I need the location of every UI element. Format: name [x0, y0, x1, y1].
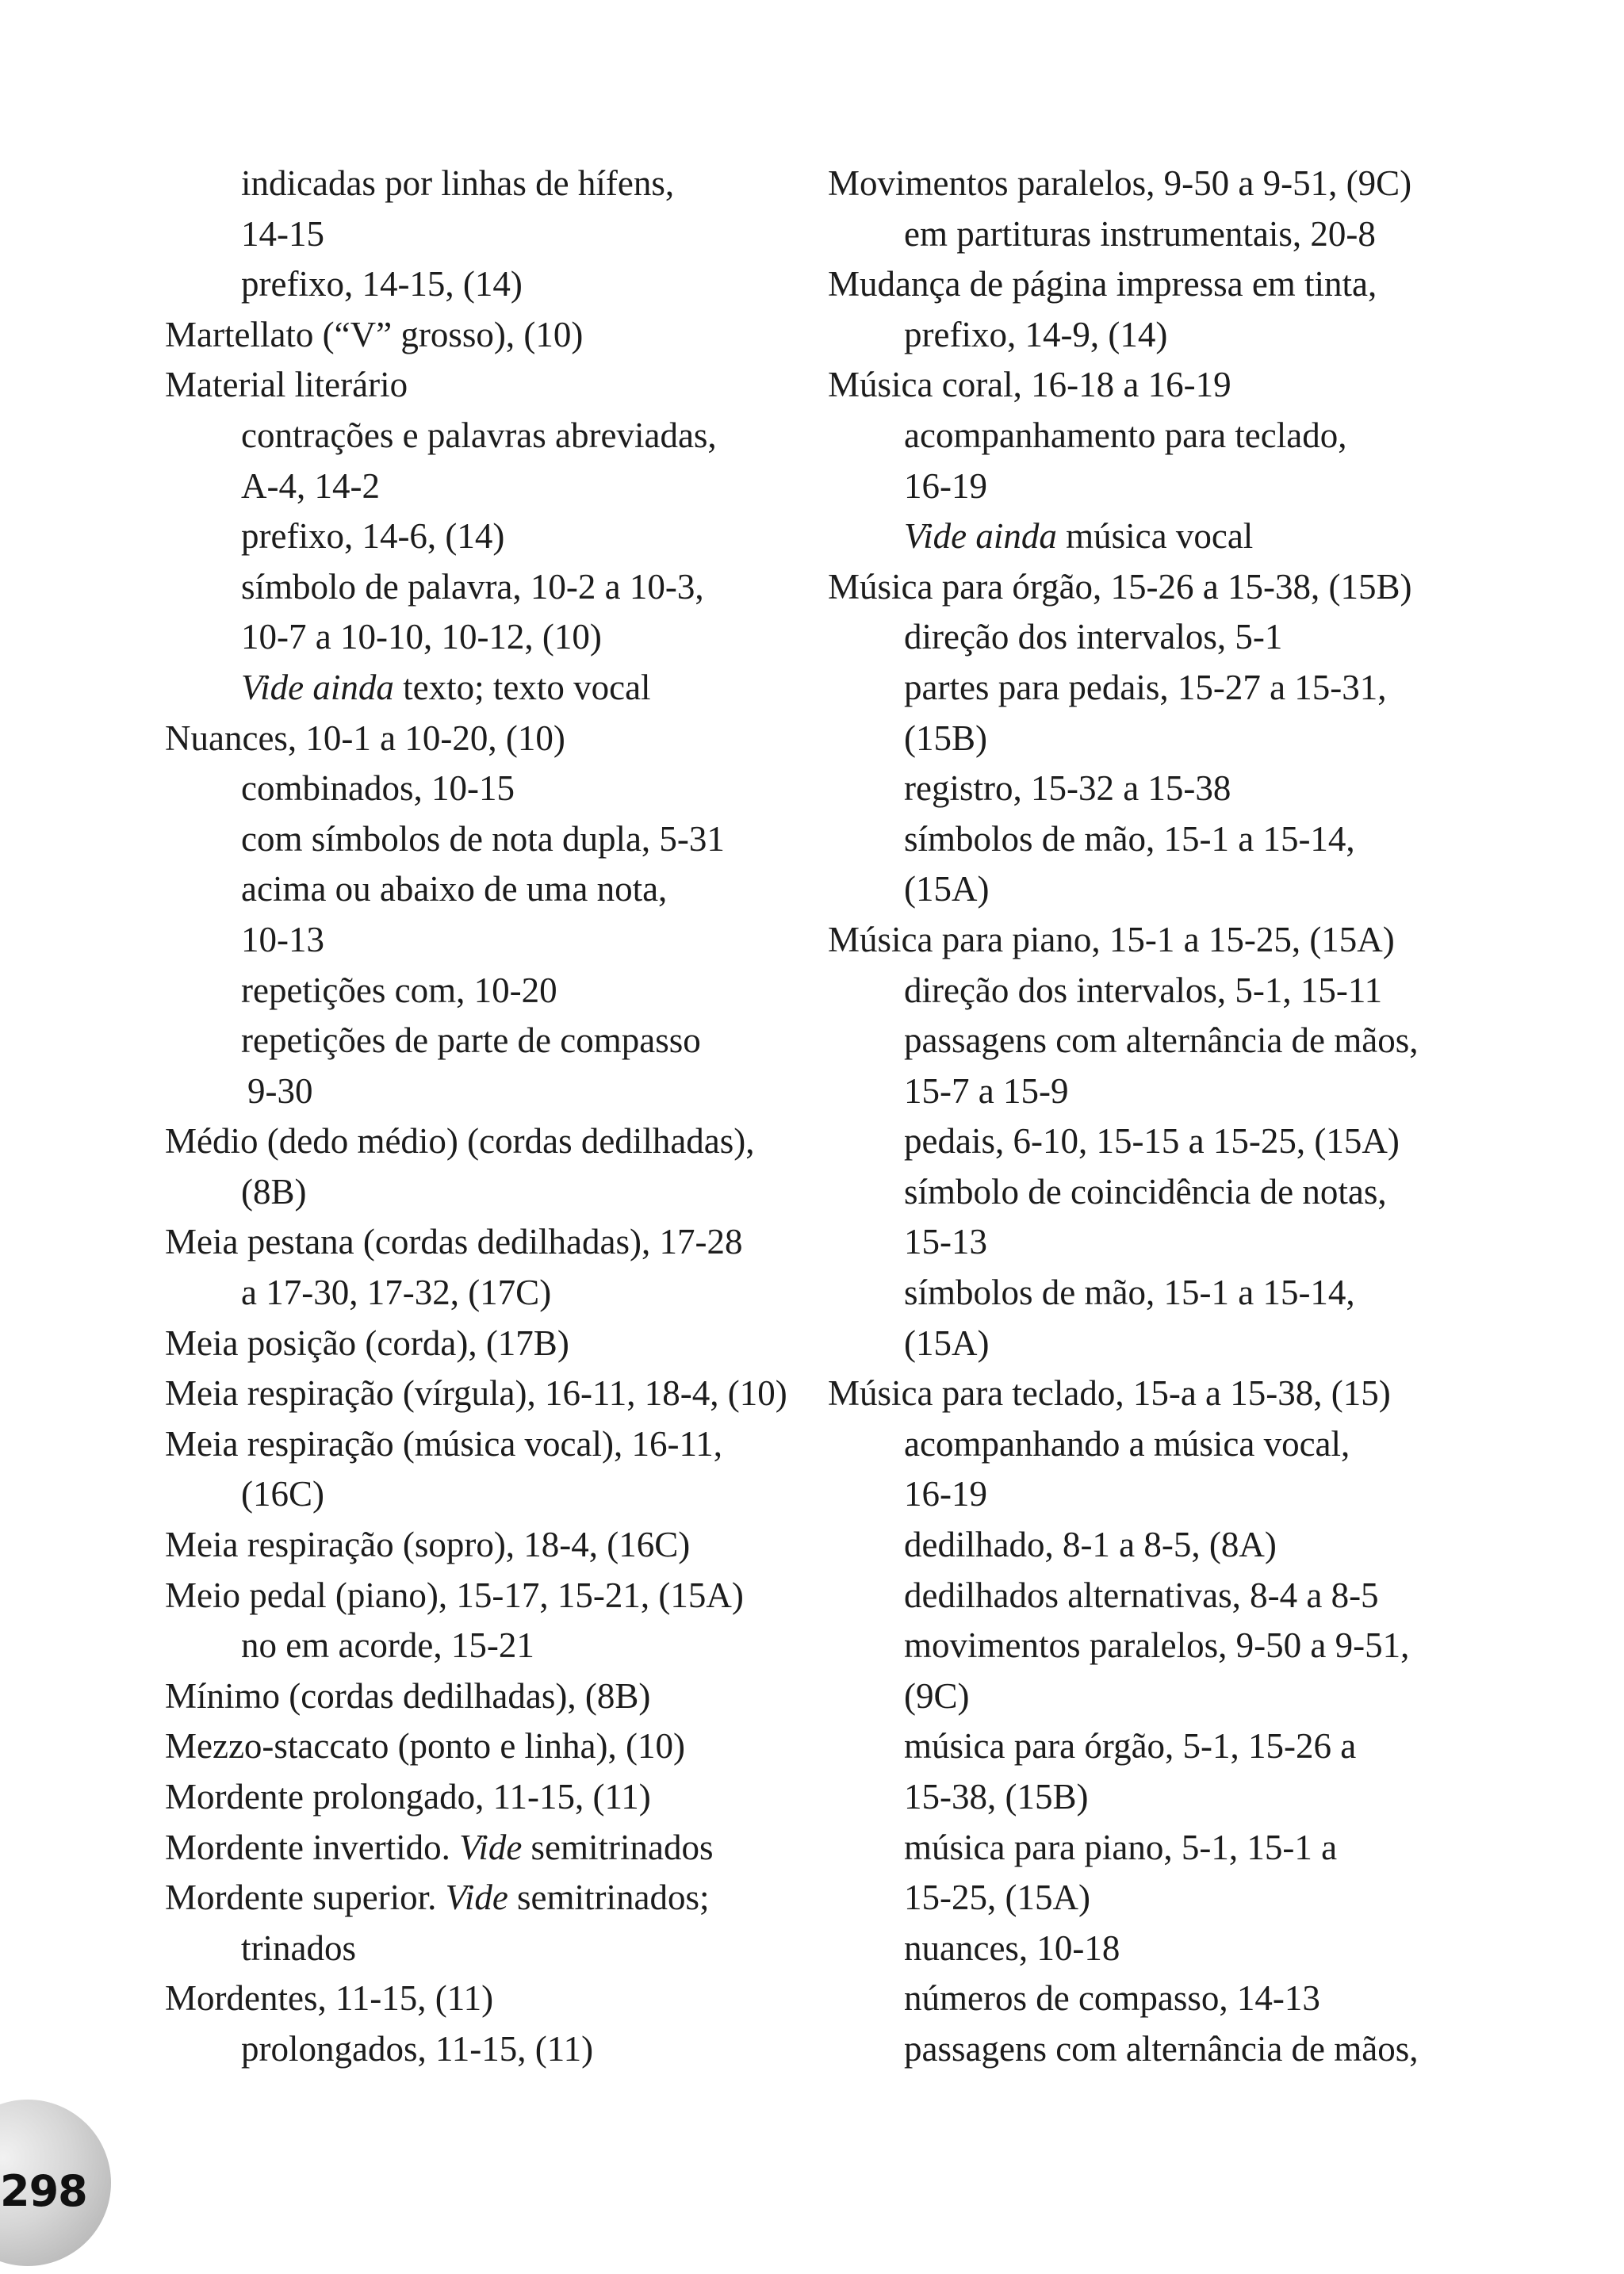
- index-crossref-keyword: Vide ainda: [241, 667, 394, 707]
- index-entry-text: (9C): [904, 1675, 970, 1716]
- index-entry-text: Meio pedal (piano), 15-17, 15-21, (15A): [165, 1575, 744, 1615]
- index-entry-text: direção dos intervalos, 5-1: [904, 617, 1283, 657]
- index-entry-text: Mínimo (cordas dedilhadas), (8B): [165, 1675, 651, 1716]
- index-entry-text: Música coral, 16-18 a 16-19: [828, 365, 1231, 405]
- index-subentry: [165, 1469, 779, 1520]
- index-subentry: [828, 864, 1442, 915]
- index-entry-text: (15B): [904, 718, 987, 758]
- index-subentry: [828, 1924, 1442, 1974]
- index-subentry: [165, 915, 779, 966]
- index-entry: [828, 360, 1442, 411]
- index-crossref-keyword: Vide ainda: [904, 516, 1057, 557]
- index-entry-text: Mordente prolongado, 11-15, (11): [165, 1777, 651, 1817]
- index-subentry: [828, 1217, 1442, 1268]
- index-column-right: [828, 159, 1442, 2075]
- index-subentry: [165, 1924, 779, 1974]
- index-entry-text: (15A): [904, 869, 990, 909]
- index-entry-text: (8B): [241, 1171, 307, 1212]
- index-subentry: [165, 1268, 779, 1319]
- index-entry-text: prefixo, 14-6, (14): [241, 516, 505, 557]
- index-entry: [165, 1772, 779, 1823]
- index-entry-text: A-4, 14-2: [241, 465, 380, 506]
- index-entry-text: registro, 15-32 a 15-38: [904, 768, 1231, 809]
- index-entry-text: combinados, 10-15: [241, 768, 515, 809]
- index-entry-text: Meia respiração (sopro), 18-4, (16C): [165, 1525, 691, 1565]
- index-entry-text: prefixo, 14-15, (14): [241, 264, 523, 304]
- index-entry-text: Música para piano, 15-1 a 15-25, (15A): [828, 919, 1395, 959]
- index-entry-text: símbolo de coincidência de notas,: [904, 1171, 1387, 1212]
- index-entry-text: símbolos de mão, 15-1 a 15-14,: [904, 1273, 1355, 1313]
- index-subentry: [828, 1721, 1442, 1772]
- index-entry-text: dedilhados alternativas, 8-4 a 8-5: [904, 1575, 1379, 1615]
- index-entry-text: Médio (dedo médio) (cordas dedilhadas),: [165, 1121, 755, 1162]
- index-subentry: [165, 159, 779, 209]
- index-entry-text: no em acorde, 15-21: [241, 1625, 534, 1666]
- index-entry-text: prolongados, 11-15, (11): [241, 2028, 594, 2069]
- index-subentry: [165, 1167, 779, 1218]
- index-subentry: [828, 663, 1442, 714]
- index-entry-text: Música para órgão, 15-26 a 15-38, (15B): [828, 566, 1412, 607]
- index-entry: [165, 1217, 779, 1268]
- index-subentry: [828, 966, 1442, 1016]
- index-entry-text: números de compasso, 14-13: [904, 1978, 1320, 2019]
- index-subentry: [828, 1268, 1442, 1319]
- index-entry-text: acima ou abaixo de uma nota,: [241, 869, 668, 909]
- index-subentry: [828, 1571, 1442, 1621]
- index-entry-text: Meia respiração (música vocal), 16-11,: [165, 1423, 723, 1464]
- index-entry: [165, 360, 779, 411]
- index-entry-text: Mordente superior.: [165, 1878, 446, 1918]
- index-subentry: [828, 612, 1442, 663]
- index-entry-text: Mordente invertido.: [165, 1827, 460, 1867]
- index-entry-text: repetições de parte de compasso: [241, 1020, 701, 1061]
- index-entry-text: 15-25, (15A): [904, 1878, 1090, 1918]
- index-subentry: [828, 1823, 1442, 1874]
- index-subentry: [165, 814, 779, 865]
- index-entry-text: trinados: [241, 1928, 356, 1968]
- index-entry-text: 10-13: [241, 919, 324, 959]
- index-entry-text: Nuances, 10-1 a 10-20, (10): [165, 718, 565, 758]
- index-subentry: [828, 1016, 1442, 1066]
- index-entry-text: 15-7 a 15-9: [904, 1070, 1069, 1111]
- index-entry: [828, 915, 1442, 966]
- index-entry: [165, 714, 779, 764]
- index-subentry: [165, 411, 779, 461]
- index-entry-text: Martellato (“V” grosso), (10): [165, 314, 584, 354]
- index-subentry: [165, 1066, 779, 1117]
- index-subentry: [165, 663, 779, 714]
- index-subentry: [165, 511, 779, 562]
- index-entry-text: música para órgão, 5-1, 15-26 a: [904, 1726, 1357, 1767]
- index-subentry: [828, 1671, 1442, 1722]
- index-entry-text: 16-19: [904, 1474, 987, 1514]
- index-subentry: [828, 1319, 1442, 1369]
- index-entry-text: semitrinados: [522, 1827, 714, 1867]
- index-entry: [165, 1671, 779, 1722]
- index-entry: [165, 1873, 779, 1924]
- index-entry-text: passagens com alternância de mãos,: [904, 1020, 1419, 1061]
- index-crossref-keyword: Vide: [445, 1878, 508, 1918]
- index-entry-text: a 17-30, 17-32, (17C): [241, 1273, 552, 1313]
- index-entry-text: pedais, 6-10, 15-15 a 15-25, (15A): [904, 1121, 1400, 1162]
- index-entry-text: com símbolos de nota dupla, 5-31: [241, 818, 725, 859]
- index-subentry: [165, 1016, 779, 1066]
- index-crossref-keyword: Vide: [459, 1827, 523, 1867]
- index-subentry: [828, 411, 1442, 461]
- index-entry-text: (15A): [904, 1323, 990, 1363]
- index-subentry: [165, 864, 779, 915]
- index-entry: [165, 310, 779, 361]
- index-entry: [165, 1571, 779, 1621]
- index-subentry: [828, 1066, 1442, 1117]
- page-number: 298: [0, 2166, 87, 2216]
- index-subentry: [828, 1116, 1442, 1167]
- index-entry-text: Mezzo-staccato (ponto e linha), (10): [165, 1726, 685, 1767]
- index-entry-text: música para piano, 5-1, 15-1 a: [904, 1827, 1338, 1867]
- index-entry-text: Meia pestana (cordas dedilhadas), 17-28: [165, 1222, 743, 1262]
- index-subentry: [828, 764, 1442, 814]
- index-entry-text: Mordentes, 11-15, (11): [165, 1978, 494, 2019]
- index-subentry: [828, 1973, 1442, 2024]
- index-subentry: [828, 461, 1442, 512]
- index-subentry: [165, 209, 779, 260]
- index-subentry: [165, 764, 779, 814]
- index-entry-text: música vocal: [1056, 516, 1254, 557]
- index-entry-text: Música para teclado, 15-a a 15-38, (15): [828, 1373, 1391, 1414]
- index-subentry: [828, 1621, 1442, 1671]
- index-entry: [828, 1369, 1442, 1419]
- index-entry-text: 15-38, (15B): [904, 1777, 1089, 1817]
- index-entry: [165, 1823, 779, 1874]
- index-subentry: [828, 1419, 1442, 1470]
- index-entry-text: acompanhamento para teclado,: [904, 415, 1347, 455]
- index-subentry: [165, 562, 779, 613]
- index-entry-text: contrações e palavras abreviadas,: [241, 415, 717, 455]
- index-entry: [828, 159, 1442, 209]
- index-entry: [165, 1369, 787, 1419]
- index-entry-text: (16C): [241, 1474, 324, 1514]
- index-subentry: [828, 1469, 1442, 1520]
- index-entry-text: símbolo de palavra, 10-2 a 10-3,: [241, 566, 704, 607]
- index-entry-text: Meia respiração (vírgula), 16-11, 18-4, (10): [165, 1373, 787, 1414]
- index-entry-text: Material literário: [165, 365, 408, 405]
- index-entry-text: Mudança de página impressa em tinta,: [828, 264, 1377, 304]
- index-subentry: [828, 1772, 1442, 1823]
- index-entry-text: texto; texto vocal: [393, 667, 651, 707]
- index-subentry: [165, 461, 779, 512]
- index-subentry: [165, 612, 779, 663]
- index-entry: [165, 1973, 779, 2024]
- index-entry-text: dedilhado, 8-1 a 8-5, (8A): [904, 1525, 1277, 1565]
- index-subentry: [828, 714, 1442, 764]
- index-entry-text: partes para pedais, 15-27 a 15-31,: [904, 667, 1387, 707]
- index-entry-text: símbolos de mão, 15-1 a 15-14,: [904, 818, 1355, 859]
- index-subentry: [165, 1621, 779, 1671]
- index-subentry: [165, 966, 779, 1016]
- index-entry: [828, 562, 1442, 613]
- index-entry-text: Meia posição (corda), (17B): [165, 1323, 569, 1363]
- index-column-left: [165, 159, 787, 2075]
- index-entry: [165, 1319, 779, 1369]
- index-entry: [165, 1419, 779, 1470]
- index-entry-text: 9-30: [247, 1070, 313, 1111]
- index-subentry: [828, 1520, 1442, 1571]
- index-subentry: [828, 511, 1442, 562]
- index-entry: [165, 1116, 779, 1167]
- index-subentry: [828, 2024, 1442, 2075]
- index-entry-text: nuances, 10-18: [904, 1928, 1120, 1968]
- index-entry-text: 15-13: [904, 1222, 987, 1262]
- index-entry-text: semitrinados;: [508, 1878, 710, 1918]
- index-subentry: [828, 814, 1442, 865]
- index-subentry: [165, 2024, 779, 2075]
- index-subentry: [828, 1873, 1442, 1924]
- index-entry-text: 16-19: [904, 465, 987, 506]
- index-entry-text: 14-15: [241, 213, 324, 254]
- index-entry-text: movimentos paralelos, 9-50 a 9-51,: [904, 1625, 1410, 1666]
- index-subentry: [828, 209, 1442, 260]
- index-entry: [828, 259, 1442, 310]
- index-entry-text: acompanhando a música vocal,: [904, 1423, 1350, 1464]
- index-entry: [165, 1721, 779, 1772]
- index-entry-text: Movimentos paralelos, 9-50 a 9-51, (9C): [828, 163, 1412, 203]
- index-entry: [165, 1520, 779, 1571]
- index-subentry: [828, 310, 1442, 361]
- index-entry-text: repetições com, 10-20: [241, 970, 557, 1010]
- index-subentry: [165, 259, 779, 310]
- index-entry-text: direção dos intervalos, 5-1, 15-11: [904, 970, 1383, 1010]
- index-entry-text: em partituras instrumentais, 20-8: [904, 213, 1376, 254]
- index-entry-text: passagens com alternância de mãos,: [904, 2028, 1419, 2069]
- index-entry-text: indicadas por linhas de hífens,: [241, 163, 675, 203]
- index-entry-text: prefixo, 14-9, (14): [904, 314, 1168, 354]
- index-entry-text: 10-7 a 10-10, 10-12, (10): [241, 617, 602, 657]
- index-subentry: [828, 1167, 1442, 1218]
